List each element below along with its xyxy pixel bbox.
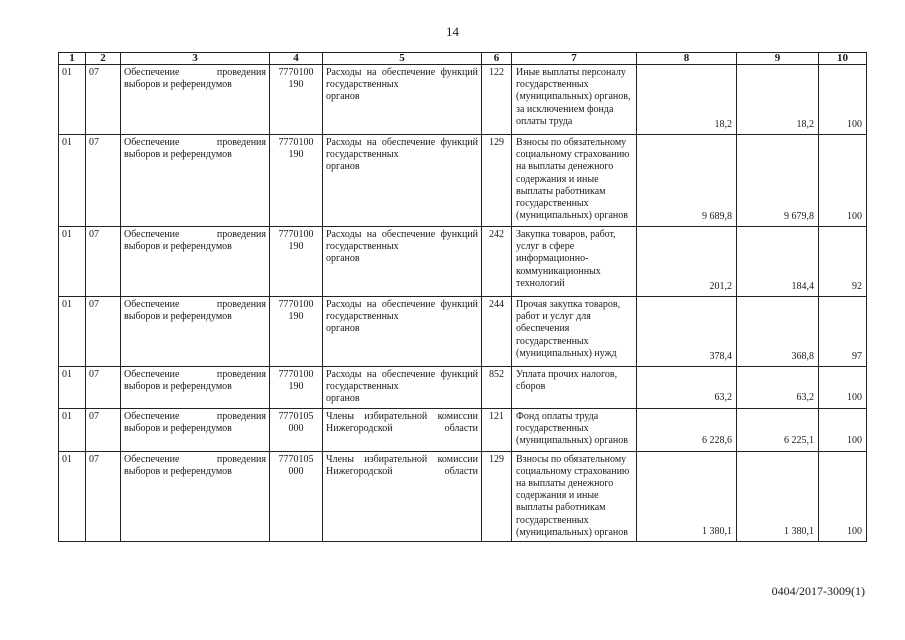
purpose-name [121,297,270,367]
table-row [59,297,867,367]
purpose-name-line1: Обеспечение проведения [124,67,266,78]
column-header-9: 9 [737,53,819,65]
planned-amount: 201,2 [637,227,737,297]
column-header-3: 3 [121,53,270,65]
purpose-name [121,227,270,297]
expense-description [323,65,482,135]
expense-type-code: 244 [482,297,512,367]
target-article-code: 7770105 000 [270,408,323,451]
purpose-name-line2: выборов и референдумов [124,79,232,91]
purpose-name [121,367,270,409]
expense-description [323,408,482,451]
expense-type-name: Прочая закупка товаров, работ и услуг для обеспечения государственных (муниципальных) нужд [512,297,637,367]
table-row [59,451,867,541]
expense-type-name: Иные выплаты персоналу государственных (муниципальных) органов, за исключением фонда оплаты труда [512,65,637,135]
column-header-7: 7 [512,53,637,65]
execution-percent: 100 [819,65,867,135]
document-code: 0404/2017-3009(1) [771,584,865,598]
column-header-5: 5 [323,53,482,65]
expense-type-name: Закупка товаров, работ, услуг в сфере информационно-коммуникационных технологий [512,227,637,297]
executed-amount: 9 679,8 [737,135,819,227]
planned-amount: 6 228,6 [637,408,737,451]
subsection-code: 07 [86,408,121,451]
purpose-name [121,135,270,227]
target-article-code: 7770100 190 [270,135,323,227]
purpose-name-line2: выборов и референдумов [124,422,232,434]
column-header-8: 8 [637,53,737,65]
execution-percent: 92 [819,227,867,297]
planned-amount: 63,2 [637,367,737,409]
page-number: 14 [446,24,459,39]
expense-description [323,227,482,297]
column-header-2: 2 [86,53,121,65]
execution-percent: 100 [819,367,867,409]
expense-description-tail: органов [326,323,360,335]
expense-type-name: Взносы по обязательному социальному страхованию на выплаты денежного содержания и иные выплаты работникам государственных (муниципальных) органов [512,451,637,541]
target-article-code: 7770105 000 [270,451,323,541]
planned-amount: 18,2 [637,65,737,135]
expense-description [323,297,482,367]
table-row [59,367,867,409]
executed-amount: 6 225,1 [737,408,819,451]
execution-percent: 100 [819,408,867,451]
executed-amount: 63,2 [737,367,819,409]
expense-description-main: Члены избирательной комиссии Нижегородской области [326,410,478,434]
purpose-name-line2: выборов и референдумов [124,149,232,161]
target-article-code: 7770100 190 [270,367,323,409]
subsection-code: 07 [86,367,121,409]
column-header-1: 1 [59,53,86,65]
purpose-name-line1: Обеспечение проведения [124,453,266,465]
section-code: 01 [59,451,86,541]
expense-description-tail: органов [326,161,360,173]
expense-type-name: Фонд оплаты труда государственных (муниципальных) органов [512,408,637,451]
expense-type-code: 129 [482,451,512,541]
subsection-code: 07 [86,65,121,135]
purpose-name-line1: Обеспечение проведения [124,229,266,240]
purpose-name [121,408,270,451]
table-row [59,408,867,451]
purpose-name [121,451,270,541]
execution-percent: 100 [819,451,867,541]
expense-type-name: Уплата прочих налогов, сборов [512,367,637,409]
expense-type-name: Взносы по обязательному социальному страхованию на выплаты денежного содержания и иные выплаты работникам государственных (муниципальных) органов [512,135,637,227]
section-code: 01 [59,297,86,367]
column-header-10: 10 [819,53,867,65]
expense-description-main: Расходы на обеспечение функций государственных [326,229,478,253]
column-header-4: 4 [270,53,323,65]
subsection-code: 07 [86,297,121,367]
purpose-name-line1: Обеспечение проведения [124,369,266,380]
expense-description-tail: органов [326,393,360,405]
planned-amount: 1 380,1 [637,451,737,541]
column-header-6: 6 [482,53,512,65]
target-article-code: 7770100 190 [270,297,323,367]
expense-description-main: Расходы на обеспечение функций государственных [326,369,478,393]
budget-table [58,52,867,542]
header-row [59,53,867,65]
purpose-name-line2: выборов и референдумов [124,465,232,477]
table-row [59,135,867,227]
executed-amount: 18,2 [737,65,819,135]
executed-amount: 1 380,1 [737,451,819,541]
executed-amount: 184,4 [737,227,819,297]
target-article-code: 7770100 190 [270,65,323,135]
section-code: 01 [59,135,86,227]
purpose-name-line1: Обеспечение проведения [124,299,266,310]
expense-description-main: Расходы на обеспечение функций государственных [326,299,478,323]
execution-percent: 100 [819,135,867,227]
expense-description [323,135,482,227]
section-code: 01 [59,367,86,409]
executed-amount: 368,8 [737,297,819,367]
expense-type-code: 122 [482,65,512,135]
section-code: 01 [59,65,86,135]
execution-percent: 97 [819,297,867,367]
expense-type-code: 852 [482,367,512,409]
table-row [59,65,867,135]
subsection-code: 07 [86,227,121,297]
purpose-name-line2: выборов и референдумов [124,311,232,323]
planned-amount: 378,4 [637,297,737,367]
expense-type-code: 242 [482,227,512,297]
subsection-code: 07 [86,451,121,541]
expense-description [323,451,482,541]
purpose-name [121,65,270,135]
expense-description-main: Члены избирательной комиссии Нижегородской области [326,453,478,477]
planned-amount: 9 689,8 [637,135,737,227]
subsection-code: 07 [86,135,121,227]
expense-description-main: Расходы на обеспечение функций государственных [326,67,478,91]
section-code: 01 [59,408,86,451]
expense-type-code: 121 [482,408,512,451]
expense-description [323,367,482,409]
expense-description-main: Расходы на обеспечение функций государственных [326,137,478,161]
section-code: 01 [59,227,86,297]
expense-description-tail: органов [326,253,360,265]
expense-description-tail: органов [326,91,360,103]
expense-type-code: 129 [482,135,512,227]
purpose-name-line1: Обеспечение проведения [124,137,266,148]
table-row [59,227,867,297]
purpose-name-line2: выборов и референдумов [124,241,232,253]
purpose-name-line1: Обеспечение проведения [124,410,266,422]
target-article-code: 7770100 190 [270,227,323,297]
purpose-name-line2: выборов и референдумов [124,381,232,393]
